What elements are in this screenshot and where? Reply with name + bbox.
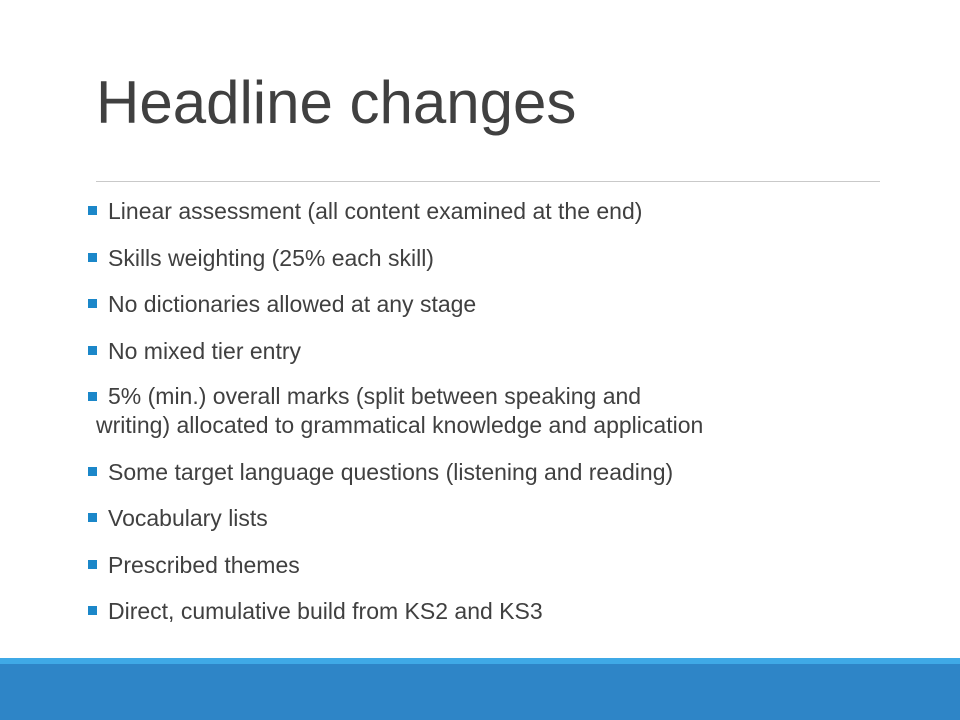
bullet-text — [96, 382, 704, 440]
bullet-text: Some target language questions (listening and reading) — [108, 458, 674, 485]
square-bullet-icon — [88, 346, 97, 355]
bullet-item — [86, 382, 886, 440]
bullet-list — [86, 196, 886, 643]
bullet-text: Linear assessment (all content examined at the end) — [108, 198, 643, 224]
square-bullet-icon — [88, 253, 97, 262]
bullet-text: No dictionaries allowed at any stage — [108, 291, 477, 317]
square-bullet-icon — [88, 467, 97, 476]
title-divider — [96, 181, 880, 182]
bullet-text: No mixed tier entry — [108, 337, 302, 364]
bullet-text: Direct, cumulative build from KS2 and KS3 — [108, 598, 543, 624]
bullet-text-line: writing) allocated to grammatical knowledge and application — [96, 412, 704, 438]
bullet-item — [86, 289, 886, 319]
bullet-item — [86, 243, 886, 273]
square-bullet-icon — [88, 392, 97, 401]
square-bullet-icon — [88, 206, 97, 215]
bullet-item — [86, 550, 886, 580]
bullet-text-line: 5% (min.) overall marks (split between speaking and — [108, 383, 642, 409]
bullet-text: Prescribed themes — [108, 551, 300, 578]
bullet-item — [86, 336, 886, 366]
square-bullet-icon — [88, 513, 97, 522]
bullet-item — [86, 596, 886, 626]
bullet-text: Vocabulary lists — [108, 505, 268, 531]
slide-title: Headline changes — [96, 69, 577, 136]
bullet-text: Skills weighting (25% each skill) — [108, 244, 434, 271]
bullet-item — [86, 196, 886, 226]
bullet-item — [86, 503, 886, 533]
square-bullet-icon — [88, 606, 97, 615]
square-bullet-icon — [88, 560, 97, 569]
square-bullet-icon — [88, 299, 97, 308]
footer-bar — [0, 664, 960, 720]
bullet-item — [86, 457, 886, 487]
